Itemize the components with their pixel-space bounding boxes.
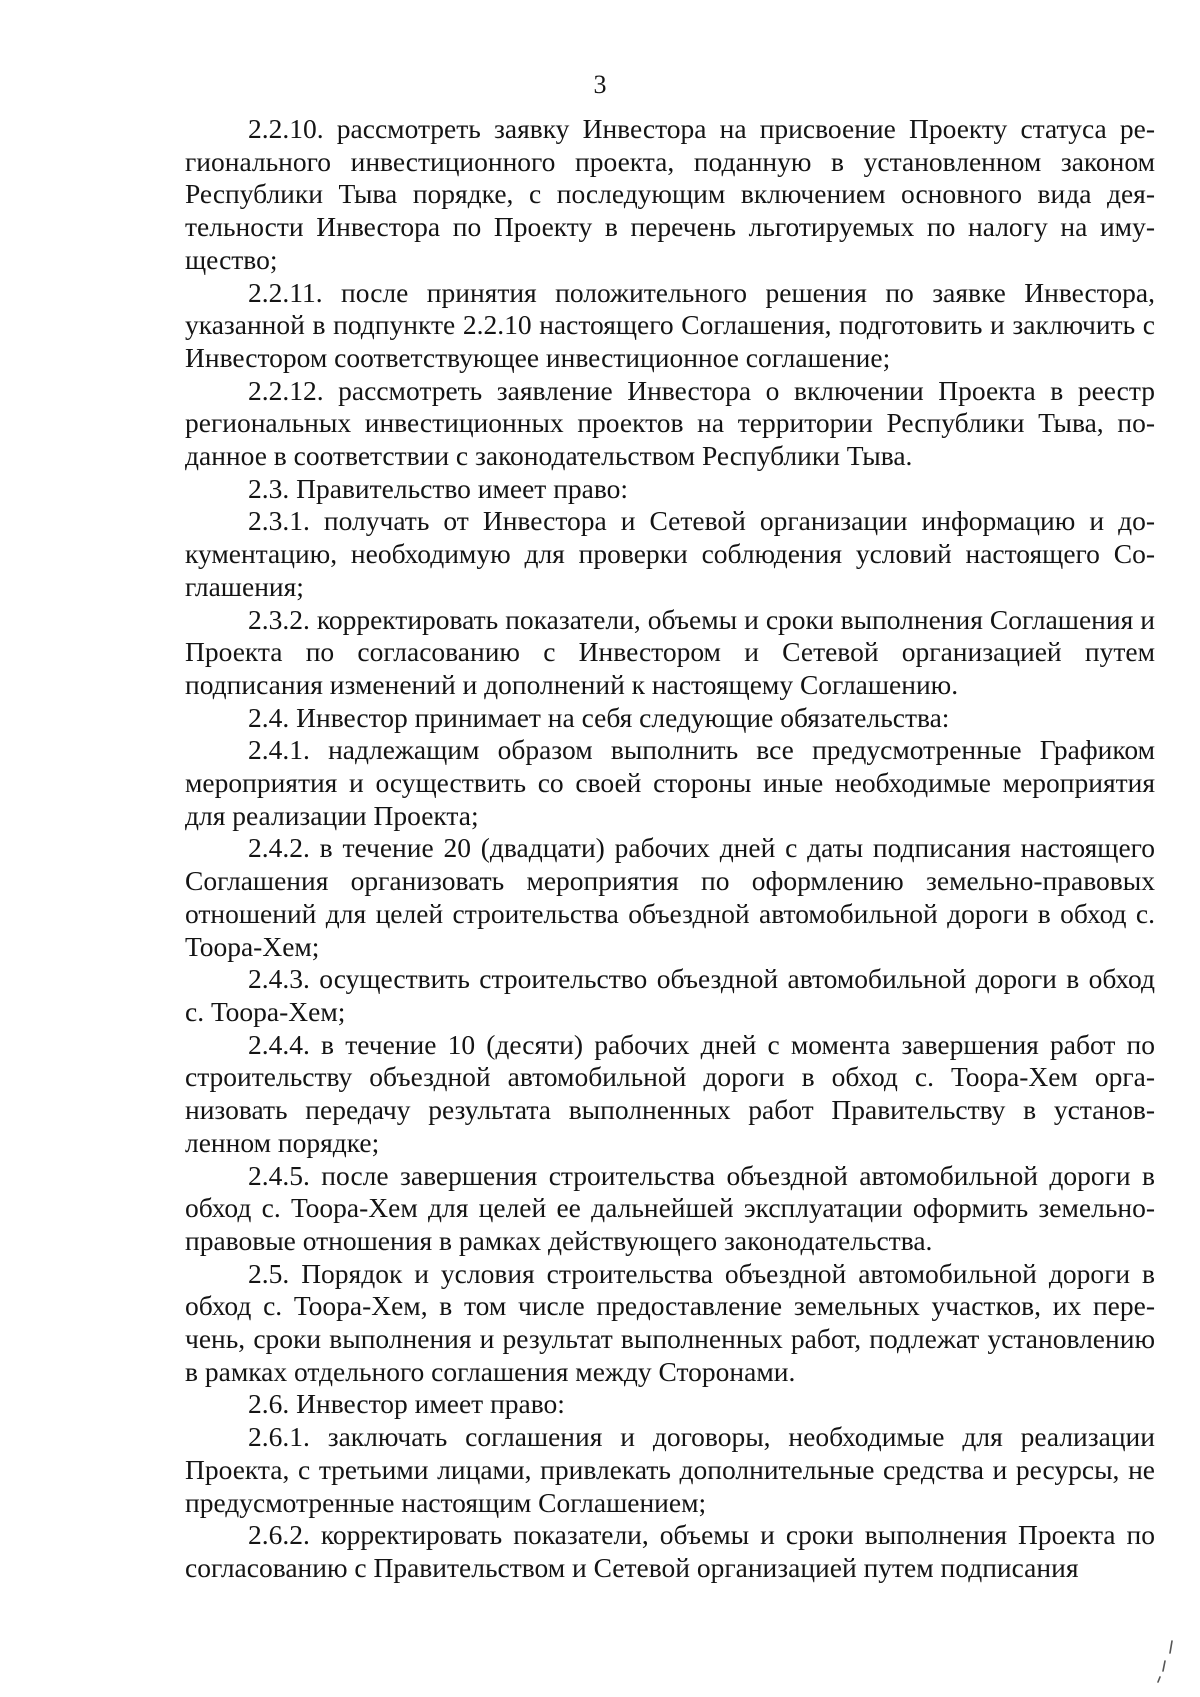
clause-2-6-1: 2.6.1. заключать соглашения и договоры, необходимые для реализации Проекта, с третьими лицами, привлекать дополнительные средства и ресурсы, не предусмотренные настоящим Соглашением; [185, 1421, 1155, 1518]
clause-2-6-2: 2.6.2. корректировать показатели, объемы и сроки выполнения Проекта по согласованию с Правительством и Сетевой организацией путем подписания [185, 1519, 1155, 1583]
clause-2-4-5: 2.4.5. после завершения строительства объездной автомобильной дороги в обход с. Тоора-Хем для целей ее дальнейшей эксплуатации оформить земельно-правовые отношения в рамках действующего законодательства. [185, 1159, 1155, 1256]
clause-2-5: 2.5. Порядок и условия строительства объездной автомобильной дороги в обход с. Тоора-Хем, в том числе предоставление земельных участков, их перечень, сроки выполнения и результат выполненных работ, подлежат установлению в рамках отдельного соглашения между Сторонами. [185, 1257, 1155, 1387]
clause-2-4-2: 2.4.2. в течение 20 (двадцати) рабочих дней с даты подписания настоящего Соглашения организовать мероприятия по оформлению земельно-правовых отношений для целей строительства объездной автомобильной дороги в обход с. Тоора-Хем; [185, 832, 1155, 962]
clause-2-2-10: 2.2.10. рассмотреть заявку Инвестора на присвоение Проекту статуса регионального инвестиционного проекта, поданную в установленном законом Республики Тыва порядке, с последующим включением основного вида деятельности Инвестора по Проекту в перечень льготируемых по налогу на имущество; [185, 113, 1155, 275]
clause-2-3-2: 2.3.2. корректировать показатели, объемы и сроки выполнения Соглашения и Проекта по согласованию с Инвестором и Сетевой организацией путем подписания изменений и дополнений к настоящему Соглашению. [185, 603, 1155, 700]
clause-2-4: 2.4. Инвестор принимает на себя следующие обязательства: [248, 701, 950, 733]
clause-2-4-1: 2.4.1. надлежащим образом выполнить все предусмотренные Графиком мероприятия и осуществить со своей стороны иные необходимые мероприятия для реализации Проекта; [185, 734, 1155, 831]
page-number: 3 [593, 70, 607, 99]
agreement-body-text [185, 113, 1155, 1585]
clause-2-4-4: 2.4.4. в течение 10 (десяти) рабочих дней с момента завершения работ по строительству объездной автомобильной дороги в обход с. Тоора-Хем организовать передачу результата выполненных работ Правительству в установленном порядке; [185, 1028, 1155, 1158]
clause-2-3-1: 2.3.1. получать от Инвестора и Сетевой организации информацию и документацию, необходимую для проверки соблюдения условий настоящего Соглашения; [185, 505, 1155, 602]
scan-artifact-mark [1156, 1639, 1180, 1683]
clause-2-2-12: 2.2.12. рассмотреть заявление Инвестора о включении Проекта в реестр региональных инвестиционных проектов на территории Республики Тыва, поданное в соответствии с законодательством Республики Тыва. [185, 374, 1155, 472]
clause-2-6: 2.6. Инвестор имеет право: [248, 1388, 565, 1420]
clause-2-3: 2.3. Правительство имеет право: [248, 472, 629, 504]
clause-2-4-3: 2.4.3. осуществить строительство объездной автомобильной дороги в обход с. Тоора-Хем; [185, 963, 1155, 1027]
clause-2-2-11: 2.2.11. после принятия положительного решения по заявке Инвестора, указанной в подпункте 2.2.10 настоящего Соглашения, подготовить и заключить с Инвестором соответствующее инвестиционное соглашение; [185, 276, 1155, 373]
